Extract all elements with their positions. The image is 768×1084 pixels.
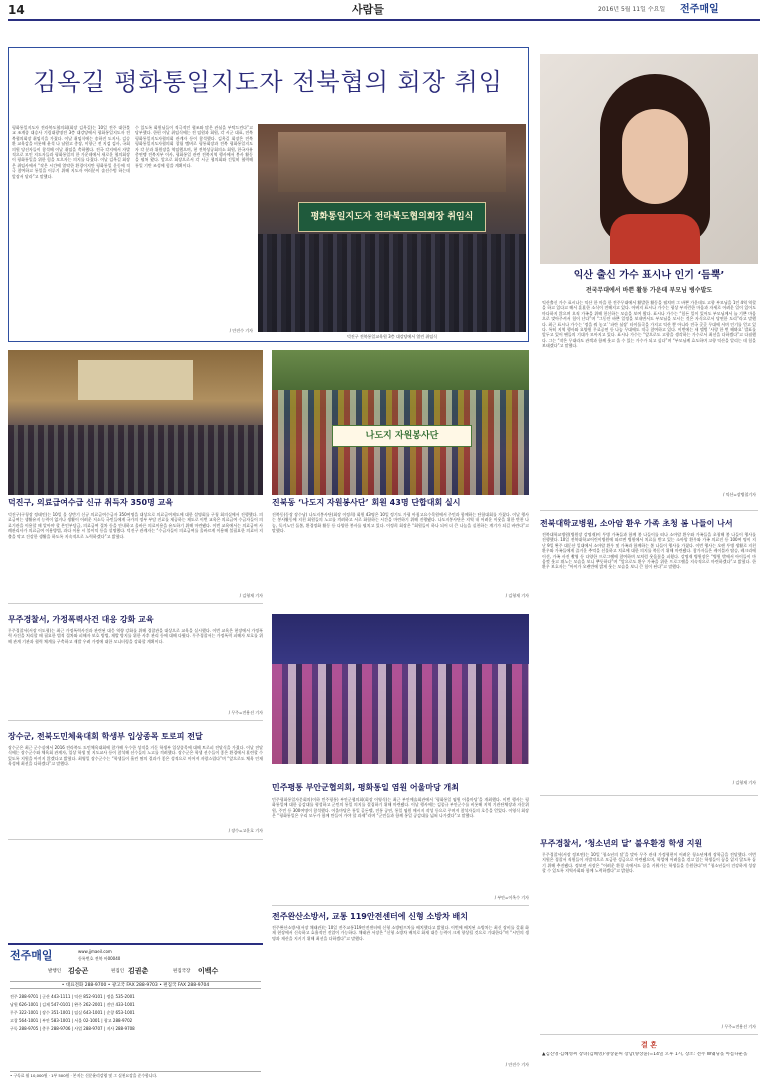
firetruck-headline[interactable]: 전주완산소방서, 교통 119안전센터에 신형 소방차 배치 [272, 912, 468, 921]
publisher-label: 발행인 [48, 969, 62, 974]
deokjin-headline[interactable]: 덕진구, 의료급여수급 신규 취득자 350명 교육 [8, 498, 174, 507]
volunteer-body: 진북동(동장 장수남) 나도지봉사단(회장 이정희) 회원 43명은 10일 정기도 가평 아침고요수목원에서 주민과 함께하는 단합대회를 가졌다. 이날 행사는 봉사활동에 지친 회원들의 노고를 격려하고 서로 화합하는 시간을 마련하기 위해 진행됐다. 나도지봉사단은 지역 내 어려운 이웃을 위한 반찬 나눔, 독거노인 돌봄, 환경정화 활동 등 다양한 봉사를 펼치고 있다. 이정희 회장은 “회원들이 하나 되어 더 큰 나눔을 실천하는 계기가 되길 바란다”고 말했다. [272, 512, 529, 534]
firestation-body: 무주경찰서(서장 이도형)는 최근 가정폭력사건과 관련된 대응 역량 강화를 위해 경찰관을 대상으로 교육을 실시했다. 이번 교육은 현장에서 가정폭력 사건을 처리할 때 필요한 법적 절차와 피해자 보호 방법, 재발 방지를 위한 사후 관리 등에 대해 다뤘다. 무주경찰서는 가정폭력 피해자 보호를 위해 관계 기관과 협력 체계를 구축하고 재발 우려 가정에 대한 모니터링을 강화할 계획이다. [8, 628, 263, 644]
editor-label: 편집인 [111, 969, 125, 974]
wedding-notice: ▲김진영·김혜영씨 장녀(김혜영)·양상윤씨 장남(양상윤)=14일 오후 1시, 장소: 전주 W웨딩홀 아름다운홀 [542, 1052, 748, 1057]
volunteer-headline[interactable]: 진북동 ‘나도지 자원봉사단’ 회원 43명 단합대회 실시 [272, 498, 461, 507]
minju-byline: / 부안=이옥수 기자 [494, 895, 529, 900]
lead-column-2: 수 있도록 회원님들이 적극적인 협조와 많은 관심을 부탁드린다”고 당부했다. 한편 이날 취임식에는 전 임원과 회원, 각 시군 대표, 전북 평화통일지도자협의회 관계자 등이 참석했다. 김옥길 회장은 전북 평화통일지도자협의회 창립 멤버로 평통회장과 전북 평화통일지도자 각 분과 위원장을 역임했으며, 현 전북상공회의소 회원, 한국자유총연맹 전북지부 이사, 평화통일 관련 전북지역 행사에서 봉사 활동을 펼쳐 왔다. 앞으로 회장으로서 각 시군 협의회와 긴밀히 협력해 통일 기반 조성에 힘쓸 계획이다. [135, 125, 253, 168]
divider [8, 839, 263, 840]
page-number: 14 [8, 3, 25, 17]
firetruck-byline: / 안진수 기자 [505, 1062, 529, 1067]
masthead-tagline: 등록번호 전북 아00040 [78, 956, 121, 961]
director-name: 이백수 [198, 967, 219, 975]
singer-body: 익산출신 가수 표시나는 익산 한 마을 한 전주무대에서 활발한 활동을 펼치며 그 바쁜 가운데도 고향 부모님을 1인 4역 역할을 하고 있다고 해서 훈훈한 소식이 전해지고 있다. 아버지 표시나 가수는 평상 부지런한 마음과 자세로 어려운 일이 있어도 마다하지 않으며 오직 가족을 위해 헌신하는 모습을 보여 왔다. 표시나 가수는 “힘든 일이 있어도 부모님께서 늘 기쁜 마음으로 맞아주셔서 힘이 난다”며 “그동안 바쁜 일정을 보내면서도 부모님을 모시는 것은 자식으로서 당연한 도리”라고 말했다. 최근 표시나 가수는 ‘정을 줘 놓고’ ‘파란 심장’ 타이틀곡을 가지고 익산 뿐 아니라 전국 곳곳 무대에 서며 인기를 얻고 있다. 특히 지역 행사와 요양원 무료공연 등 나눔 무대에도 적극 참여하고 있다. 이번에는 새 앨범 ‘사랑 한 번 해봐요’ 발표를 앞두고 있어 팬들의 기대가 모아지고 있다. 표시나 가수는 “앞으로도 고향을 생각하는 가수로서 최선을 다하겠다”고 다짐했다. 그는 “작은 무대라도 관객과 함께 웃고 울 수 있는 가수가 되고 싶다”며 “부모님께 효도하며 고향 익산을 알리는 데 힘을 보태겠다”고 말했다. [542, 300, 756, 349]
header-rule [8, 19, 760, 21]
masthead-notice: • 구독료 월 10,000원 · 1부 500원 · 본지는 신문윤리강령 및 그 실천요강을 준수합니다. [10, 1071, 261, 1079]
minju-headline[interactable]: 민주평통 부안군협의회, 평화통일 염원 어울마당 개최 [272, 783, 459, 792]
muju-byline: / 무주=전용선 기자 [721, 1024, 756, 1029]
minju-photo [272, 614, 529, 764]
minju-body: 민주평화통일자문회의(이하 민주평통) 부안군협의회(회장 이영식)는 최근 부안예술회관에서 ‘평화통일 염원 어울마당’을 개최했다. 이번 행사는 평화통일에 대한 공감대를 형성하고 군민의 통일 의지를 결집하기 위해 마련됐다. 이날 행사에는 김종규 부안군수를 비롯해 지역 기관단체장과 자문위원, 주민 등 300여명이 참석했다. 어울마당은 통일 골든벨, 전통 공연, 통일 염원 메시지 작성 등으로 꾸며져 참석자들의 호응을 얻었다. 이영식 회장은 “평화통일은 우리 모두가 함께 만들어 가야 할 과제”라며 “군민들과 함께 통일 공감대를 넓혀 나가겠다”고 말했다. [272, 797, 529, 819]
editor-name: 김권춘 [128, 967, 149, 975]
firestation-headline[interactable]: 무주경찰서, 가정폭력사건 대응 강화 교육 [8, 615, 154, 624]
publisher-name: 김승곤 [68, 967, 89, 975]
muju-body: 무주경찰서(서장 정보연)는 10일 ‘청소년의 달’을 맞아 무주 관내 가정형편이 어려운 청소년에게 장학금을 전달했다. 이번 지원은 경찰서 직원들이 자발적으로 모금한 성금으로 마련됐으며, 학업에 어려움을 겪고 있는 학생들이 꿈을 잃지 않도록 돕기 위해 추진됐다. 정보연 서장은 “어려운 환경 속에서도 꿈을 키워가는 학생들을 응원한다”며 “청소년들이 건강하게 성장할 수 있도록 지역사회와 함께 노력하겠다”고 밝혔다. [542, 852, 756, 874]
divider [8, 603, 263, 604]
section-title: 사람들 [352, 3, 384, 16]
volunteer-photo [272, 350, 529, 495]
singer-byline: / 익산=장병철기자 [722, 492, 756, 497]
masthead-url[interactable]: www.jjmaeil.com [78, 949, 112, 954]
divider [272, 905, 529, 906]
singer-portrait [540, 54, 758, 264]
divider [540, 1034, 758, 1035]
school-headline[interactable]: 장수군, 전북도민체육대회 학생부 입상종목 토로피 전달 [8, 732, 203, 741]
deokjin-photo [8, 350, 263, 495]
masthead-box [8, 943, 263, 1080]
volunteer-banner-text: 나도지 자원봉사단 [365, 431, 439, 441]
photo-banner-text: 평화통일지도자 전라북도협의회장 취임식 [310, 212, 474, 222]
phone-row: 고창 564-1001 | 부안 583-1001 | 서울 02-1001 | 광고 288-9702 [10, 1018, 133, 1023]
school-body: 장수군은 최근 군수실에서 2016 전라북도 도민체육대회에 참가해 우수한 성적을 거둔 학생부 입상종목에 대해 트로피 전달식을 가졌다. 이날 전달식에는 장수군수와 체육회 관계자, 입상 학생 및 지도교사 등이 참석해 선수들의 노고를 격려했다. 장수군은 학생 선수들이 좋은 환경에서 훈련할 수 있도록 지원을 아끼지 않겠다고 밝혔다. 최영일 장수군수는 “학생들이 흘린 땀의 결과가 좋은 성적으로 이어져 자랑스럽다”며 “앞으로도 체육 인재 육성에 최선을 다하겠다”고 말했다. [8, 745, 263, 767]
lead-byline: / 안진수 기자 [229, 328, 253, 333]
singer-subheadline: 전국무대에서 바쁜 활동 가운데 부모님 병수발도 [585, 287, 713, 294]
issue-date: 2016년 5월 11일 수요일 [598, 6, 666, 13]
deokjin-byline: / 김형재 기자 [239, 593, 263, 598]
lead-headline[interactable]: 김옥길 평화통일지도자 전북협의 회장 취임 [33, 68, 503, 96]
director-label: 편집국장 [173, 969, 191, 974]
muju-headline[interactable]: 무주경찰서, ‘청소년의 달’ 불우환경 학생 지원 [540, 839, 703, 848]
divider [8, 720, 263, 721]
volunteer-byline: / 김형재 기자 [505, 593, 529, 598]
wedding-heading: 결 혼 [641, 1041, 657, 1049]
lead-column-1: 평화통일지도자 전라북도협의회(회장 김옥길)는 10일 전주 대한불교 조계종 대승사 기림대광명전 3층 대강당에서 평화통일지도자 전북협의회장 취임식을 가졌다. 이날 취임식에는 송하진 도지사, 김승환 교육감을 비롯해 윤석 나 남원고 총장, 이향근 전 지검 검사, 국회의원 당선자들이 참석해 이날 취임을 축하했다. 전국 각지에서 자발적으로 모인 지도자들과 평화통일의 한 가운데에서 새로운 협의회장이 평화통일을 위한 힘을 모으자는 의지를 다졌다. 이날 김옥길 회장은 취임사에서 “작은 시간에 열악한 환경이지만 평화통일 운동에 적극 참여하고 통일을 이루기 위해 지도자 여러분이 솔선수범 하는데 앞장서 달라”고 말했다. [12, 125, 130, 179]
divider [540, 510, 758, 511]
singer-headline[interactable]: 익산 출신 가수 표시나 인기 ‘듬뿍’ [573, 270, 725, 281]
phone-row: 구독 288-9705 | 총무 288-9706 | 사업 288-9707 | 지사 288-9708 [10, 1026, 135, 1031]
lead-photo-caption: 덕진구 전북통일교육원 3층 대강당에서 열린 취임식 [346, 334, 438, 339]
school-byline: / 장수=고운호 기자 [228, 828, 263, 833]
inauguration-photo [258, 124, 526, 332]
phone-row: 전주 288-9701 | 군산 443-1111 | 익산 852-9101 | 정읍 535-2001 [10, 994, 135, 999]
firetruck-body: 전주완산소방서(서장 채태관)는 10일 전주교통119안전센터에 신형 소방펌프차를 배치했다고 밝혔다. 이번에 배치된 소방차는 최신 장비를 갖춰 화재 현장에서 신속하고 효율적인 진압이 가능하다. 채태관 서장은 “신형 소방차 배치로 화재 대응 능력이 크게 향상될 것으로 기대한다”며 “시민의 생명과 재산을 지키기 위해 최선을 다하겠다”고 말했다. [272, 925, 529, 941]
phone-row: 무주 322-1001 | 장수 351-1001 | 임실 643-1001 | 순창 653-1001 [10, 1010, 135, 1015]
divider [540, 795, 758, 796]
masthead-phones: • 대표전화 288-9700 • 광고국 FAX 288-9703 • 편집국 FAX 288-9704 [10, 981, 261, 989]
hospital-headline[interactable]: 전북대학교병원, 소아암 환우 가족 초청 봄 나들이 나서 [540, 519, 733, 528]
deokjin-body: 덕진구(구청장 정태인)는 10일 올 상반기 신규 의료급여수급자 350여명을 대상으로 의료급여제도에 대한 설명회를 구청 회의실에서 진행했다. 의료급여는 생활유지 능력이 없거나 생활이 어려운 저소득 국민들에게 국가의 정부 부담 진료를 제공하는 제도로 이번 교육은 의료급여 수급자들이 의료기관을 이용할 때 알아야 할 본인부담금, 의료급여 절차 등을 안내하고 올바른 의료이용을 유도하기 위해 마련됐다. 이번 교육에서는 의료급여 사례관리사가 의료급여 이용방법, 과다 이용 시 불이익 등을 설명했다. 덕진구 관계자는 “수급자들이 의료급여를 올바르게 이용해 불필요한 의료비 지출을 막고 건강한 생활을 하도록 지속적으로 노력하겠다”고 밝혔다. [8, 512, 263, 539]
phone-row: 남원 626-1001 | 김제 547-0101 | 완주 262-2001 | 진안 433-1001 [10, 1002, 135, 1007]
masthead-brand: 전주매일 [10, 949, 53, 962]
firestation-byline: / 무주=전용선 기자 [228, 710, 263, 715]
hospital-byline: / 김형재 기자 [732, 780, 756, 785]
hospital-body: 전북대학교병원(병원장 강명재)이 투병 가족들과 함께 봄 나들이를 떠나 소아암 환우와 가족들을 초청해 봄 나들이 행사를 진행했다. 10일 전북대학교어린이병원에 따르면 병원에서 치료를 받고 있는 소아암 환우와 가족 의료진 등 100여 명이 지난 9일 완주 대둔산 일대에서 소아암 환우 및 가족과 함께하는 봄 나들이 행사를 가졌다. 이번 행사는 오랜 투병 생활로 지친 환우와 가족들에게 즐거운 추억을 선물하고 치료에 대한 의지를 북돋기 위해 마련됐다. 참가자들은 케이블카 탑승, 레크리에이션, 가족 사진 촬영 등 다양한 프로그램에 참여하며 모처럼 웃음꽃을 피웠다. 강명재 병원장은 “병원 밖에서 아이들이 마음껏 웃고 뛰노는 모습을 보니 뿌듯하다”며 “앞으로도 환우 가족을 위한 프로그램을 지속적으로 마련하겠다”고 밝혔다. 한 환우 보호자는 “아이가 오랜만에 밝게 웃는 모습을 보니 큰 힘이 된다”고 말했다. [542, 532, 756, 570]
header-brand: 전주매일 [680, 4, 719, 15]
